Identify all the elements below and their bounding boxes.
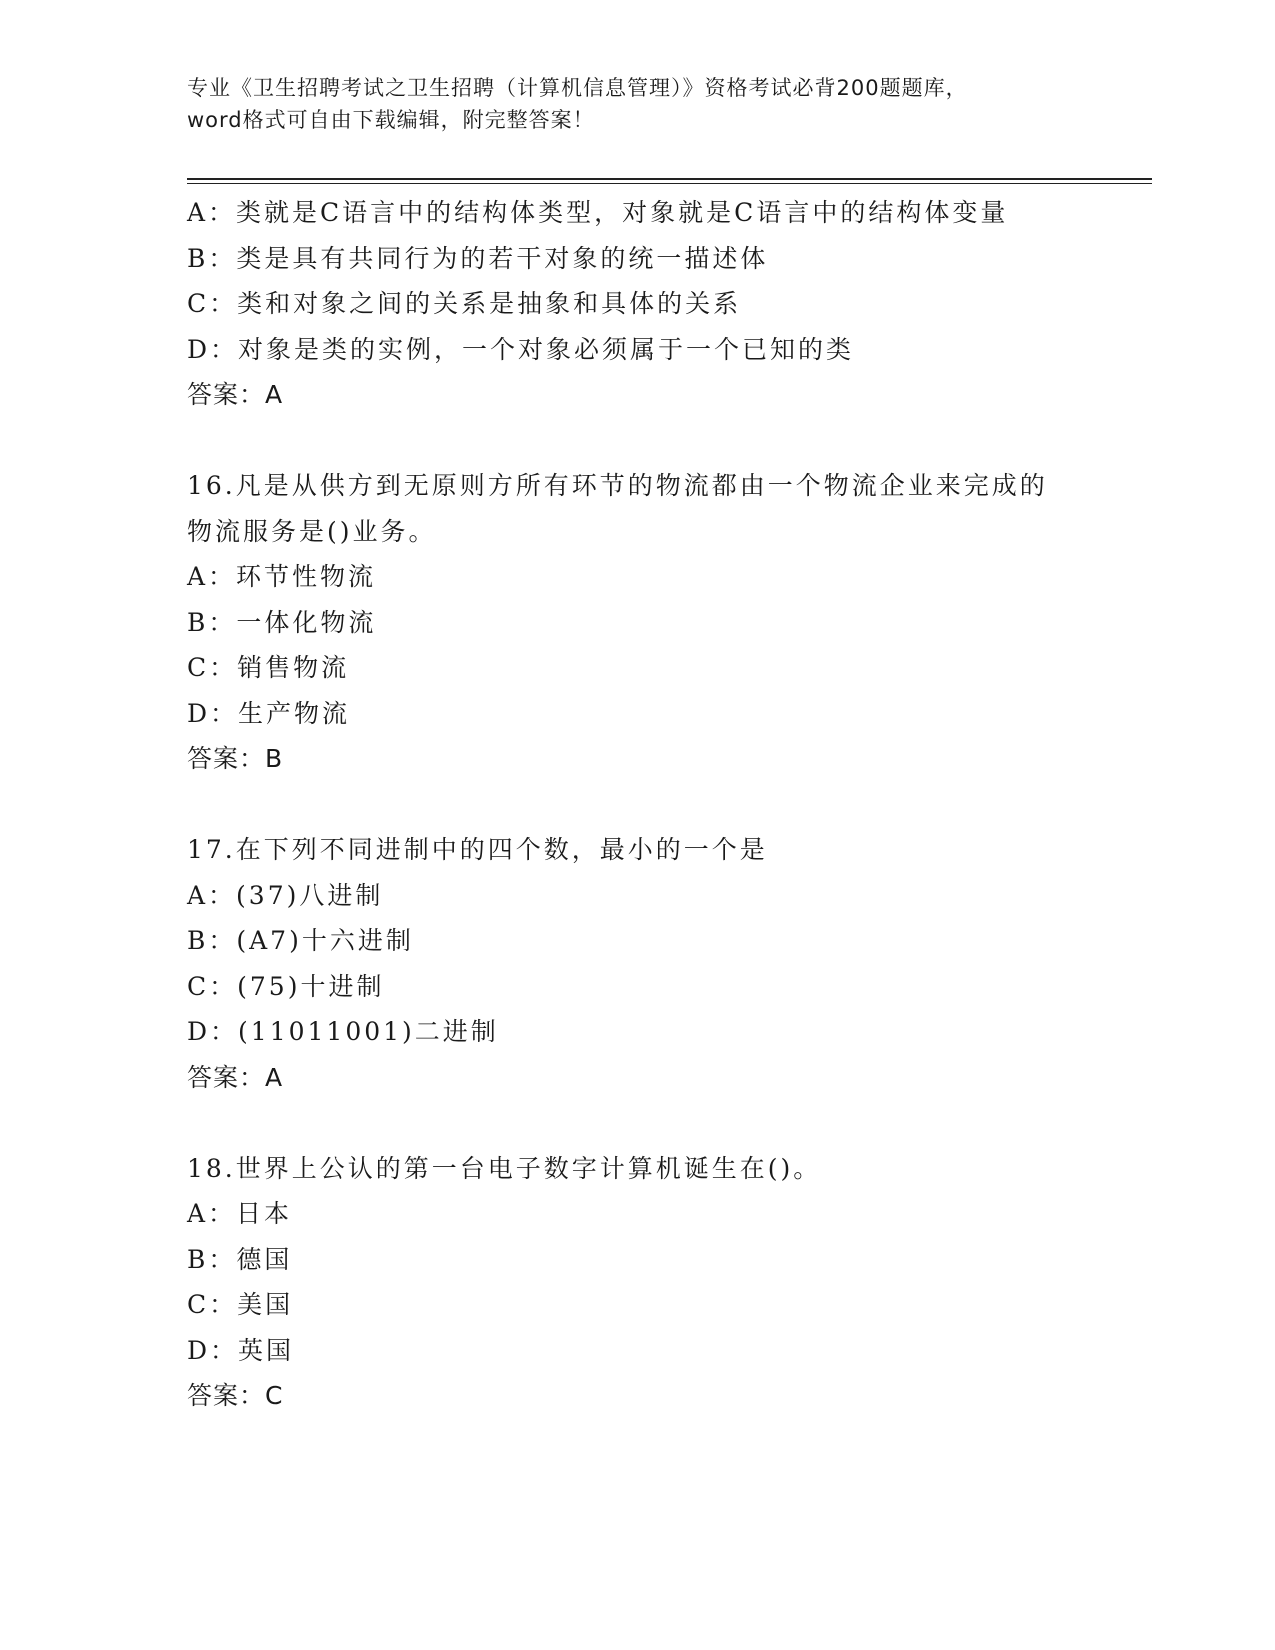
header-title-line-2: word格式可自由下载编辑，附完整答案！	[187, 108, 595, 132]
q17-stem: 17.在下列不同进制中的四个数，最小的一个是	[187, 835, 768, 864]
q18-stem: 18.世界上公认的第一台电子数字计算机诞生在()。	[187, 1153, 822, 1183]
spacer	[187, 782, 1107, 828]
q16-option-a: A：环节性物流	[187, 562, 377, 591]
q17-option-b: B：(A7)十六进制	[187, 926, 414, 955]
question-list	[187, 190, 1107, 1419]
q18-option-d: D：英国	[187, 1335, 295, 1365]
q17-option-d: D：(11011001)二进制	[187, 1017, 499, 1046]
q15-option-d: D：对象是类的实例，一个对象必须属于一个已知的类	[187, 334, 855, 364]
spacer	[187, 418, 1107, 464]
q16-answer: 答案：B	[187, 744, 284, 773]
q16-option-d: D：生产物流	[187, 698, 351, 728]
header-divider-top	[187, 178, 1152, 180]
q17-answer: 答案：A	[187, 1062, 284, 1092]
q18-option-a: A：日本	[187, 1199, 293, 1228]
q15-option-c: C：类和对象之间的关系是抽象和具体的关系	[187, 289, 742, 318]
q15-answer: 答案：A	[187, 380, 284, 409]
q15-option-a: A：类就是C语言中的结构体类型，对象就是C语言中的结构体变量	[187, 198, 1009, 227]
question-18-block	[187, 1146, 1107, 1419]
q16-stem-line-2: 物流服务是()业务。	[187, 516, 437, 546]
q15-option-b: B：类是具有共同行为的若干对象的统一描述体	[187, 243, 769, 273]
q16-option-b: B：一体化物流	[187, 607, 377, 637]
q16-stem-line-1: 16.凡是从供方到无原则方所有环节的物流都由一个物流企业来完成的	[187, 471, 1048, 500]
q17-option-c: C：(75)十进制	[187, 971, 385, 1001]
spacer	[187, 1100, 1107, 1146]
question-17-block	[187, 827, 1107, 1100]
q18-option-b: B：德国	[187, 1244, 293, 1274]
header-divider-bottom	[187, 183, 1152, 184]
question-15-block	[187, 190, 1107, 418]
header-title-line-1: 专业《卫生招聘考试之卫生招聘（计算机信息管理）》资格考试必背200题题库，	[187, 76, 968, 100]
question-16-block	[187, 463, 1107, 782]
q18-option-c: C：美国	[187, 1290, 294, 1319]
document-header	[187, 72, 1087, 136]
q17-option-a: A：(37)八进制	[187, 880, 384, 910]
q16-option-c: C：销售物流	[187, 653, 350, 682]
q18-answer: 答案：C	[187, 1381, 284, 1410]
